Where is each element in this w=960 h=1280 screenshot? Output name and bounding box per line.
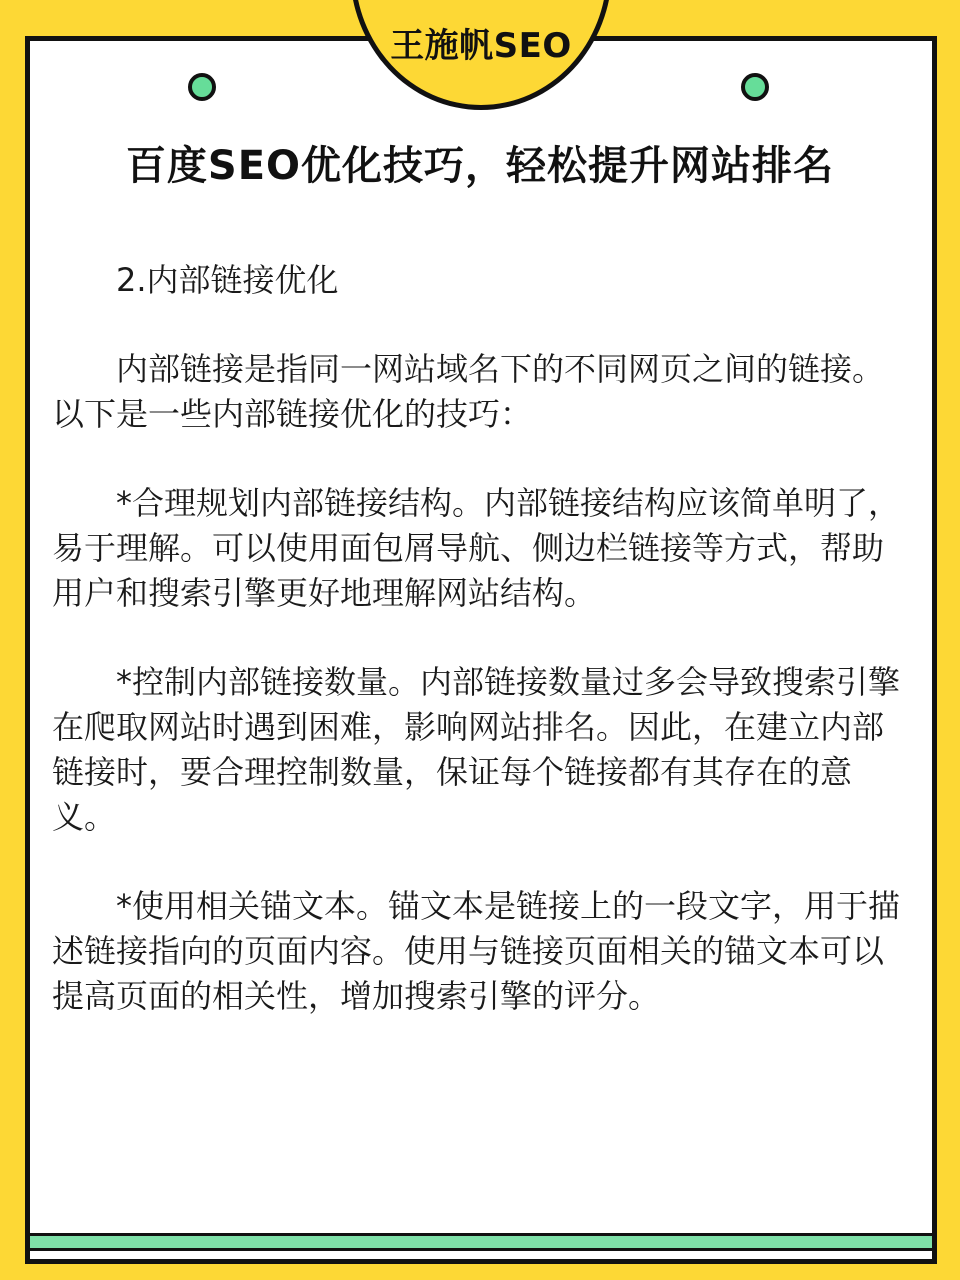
tip-paragraph-structure: *合理规划内部链接结构。内部链接结构应该简单明了，易于理解。可以使用面包屑导航、侧边栏链接等方式，帮助用户和搜索引擎更好地理解网站结构。	[52, 484, 901, 612]
section-heading: 2.内部链接优化	[116, 261, 339, 299]
green-dot-right	[741, 73, 769, 101]
article-body	[52, 258, 907, 1063]
page-title: 百度SEO优化技巧，轻松提升网站排名	[125, 143, 835, 189]
tip-paragraph-quantity: *控制内部链接数量。内部链接数量过多会导致搜索引擎在爬取网站时遇到困难，影响网站排名。因此，在建立内部链接时，要合理控制数量，保证每个链接都有其存在的意义。	[52, 663, 901, 836]
intro-paragraph: 内部链接是指同一网站域名下的不同网页之间的链接。以下是一些内部链接优化的技巧：	[52, 350, 885, 433]
author-badge-label: 王施帆SEO	[390, 26, 572, 66]
green-dot-left	[188, 73, 216, 101]
tip-paragraph-anchor-text: *使用相关锚文本。锚文本是链接上的一段文字，用于描述链接指向的页面内容。使用与链接页面相关的锚文本可以提高页面的相关性，增加搜索引擎的评分。	[52, 887, 901, 1015]
bottom-green-stripe	[30, 1233, 932, 1251]
